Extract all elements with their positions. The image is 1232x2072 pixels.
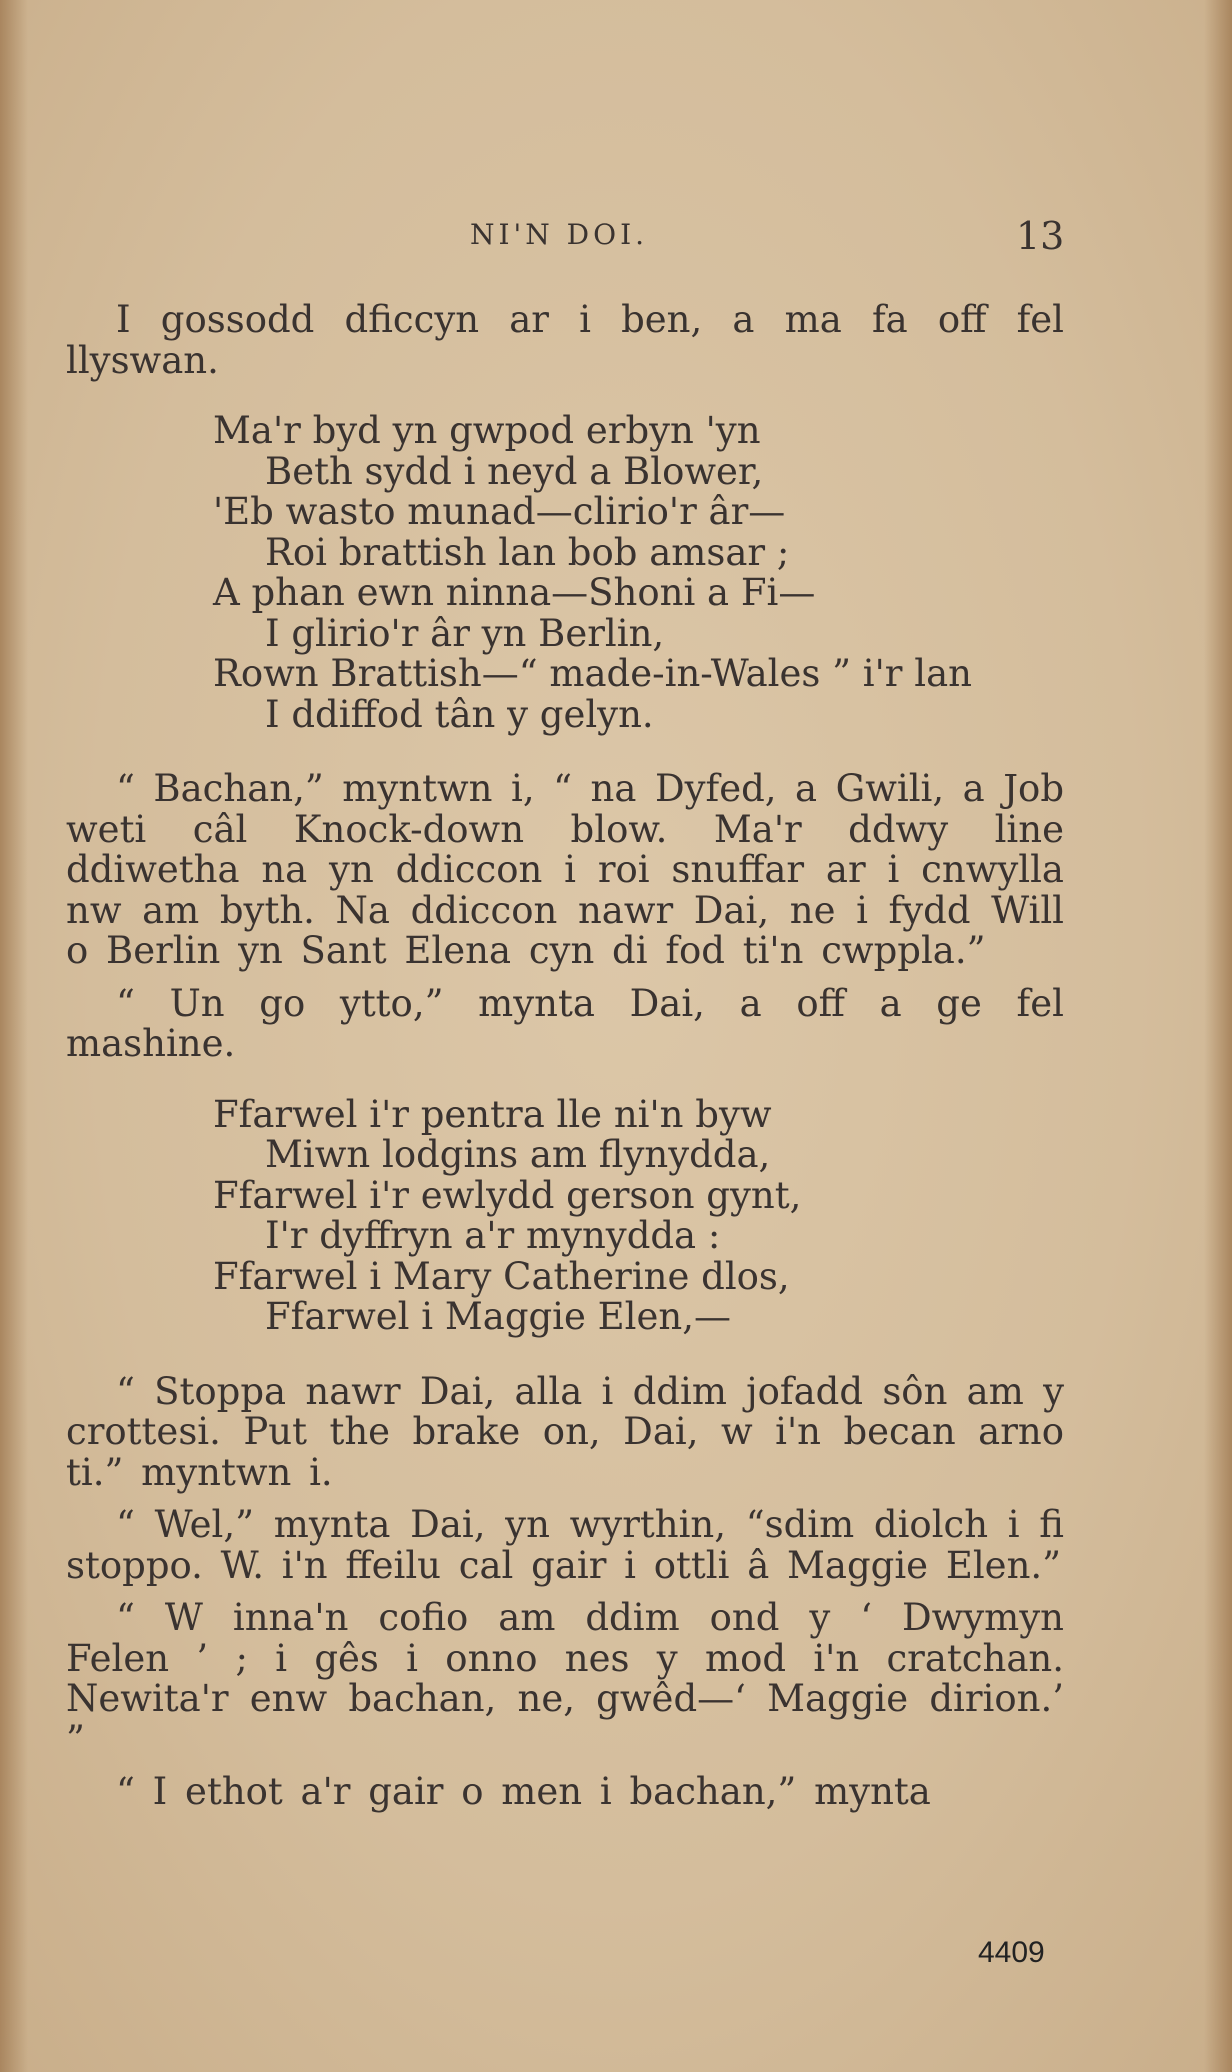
verse-line: I ddiffod tân y gelyn. <box>265 692 654 736</box>
verse-line: Ma'r byd yn gwpod erbyn 'yn <box>213 409 761 452</box>
verse-line: Beth sydd i neyd a Blower, <box>265 449 764 493</box>
paragraph: “ Bachan,” myntwn i, “ na Dyfed, a Gwili, a Job weti câl Knock-down blow. Ma'r ddwy line ddiwetha na yn ddiccon i roi snuffar ar i cnwylla nw am byth. Na ddiccon nawr Dai, ne i fydd Will o Berlin yn Sant Elena cyn di fod ti'n cwppla.” <box>66 767 1064 972</box>
verse-line: Miwn lodgins am flynydda, <box>265 1133 771 1176</box>
paragraph: “ Wel,” mynta Dai, yn wyrthin, “sdim diolch i fi stoppo. W. i'n ffeilu cal gair i ottli â Maggie Elen.” <box>66 1503 1064 1587</box>
paragraph: I gossodd dficcyn ar i ben, a ma fa off fel llyswan. <box>66 298 1064 382</box>
running-head-title: NI'N DOI. <box>470 218 649 251</box>
catalog-number: 4409 <box>978 1936 1045 1969</box>
verse-line: Roi brattish lan bob amsar ; <box>265 530 790 574</box>
verse-line: Rown Brattish—“ made-in-Wales ” i'r lan <box>213 652 972 695</box>
verse-stanza-2 <box>66 1092 1064 1338</box>
page-edge-shadow-right <box>1204 0 1232 2072</box>
page-number: 13 <box>1016 214 1065 258</box>
verse-line: Ffarwel i'r pentra lle ni'n byw <box>213 1092 772 1136</box>
verse-line: Ffarwel i Mary Catherine dlos, <box>213 1254 790 1298</box>
verse-line: Ffarwel i'r ewlydd gerson gynt, <box>213 1173 802 1217</box>
verse-line: Ffarwel i Maggie Elen,— <box>265 1295 732 1338</box>
running-head <box>0 214 1232 258</box>
body-text <box>66 300 1064 1813</box>
verse-line: 'Eb wasto munad—clirio'r âr— <box>213 490 786 533</box>
page-edge-shadow-left <box>0 0 28 2072</box>
verse-line: I glirio'r âr yn Berlin, <box>265 611 665 655</box>
paragraph: “ Un go ytto,” mynta Dai, a off a ge fel mashine. <box>66 981 1064 1065</box>
verse-line: I'r dyffryn a'r mynydda : <box>265 1214 721 1257</box>
paragraph: “ I ethot a'r gair o men i bachan,” mynta <box>116 1770 931 1813</box>
verse-line: A phan ewn ninna—Shoni a Fi— <box>213 571 816 614</box>
verse-stanza-1 <box>66 411 1064 735</box>
paragraph: “ Stoppa nawr Dai, alla i ddim jofadd sôn am y crottesi. Put the brake on, Dai, w i'n becan arno ti.” myntwn i. <box>66 1369 1064 1494</box>
paragraph: “ W inna'n cofio am ddim ond y ‘ Dwymyn Felen ’ ; i gês i onno nes y mod i'n cratchan. Newita'r enw bachan, ne, gwêd—‘ Maggie dirion.’ ” <box>66 1596 1064 1761</box>
